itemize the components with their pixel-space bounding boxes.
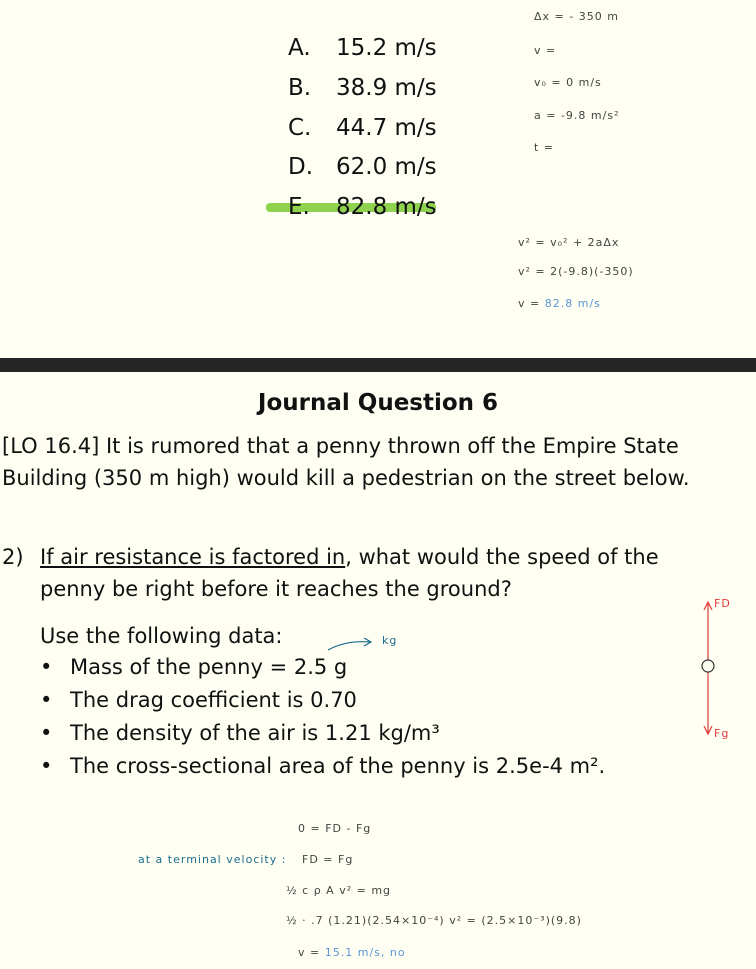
note-eq2: v² = 2(-9.8)(-350) [518, 265, 634, 278]
note-a: a = -9.8 m/s² [534, 109, 620, 122]
bullet-drag: • The drag coefficient is 0.70 [40, 688, 357, 712]
note-eq1: v² = v₀² + 2aΔx [518, 236, 620, 249]
work-line-4: ½ · .7 (1.21)(2.54×10⁻⁴) v² = (2.5×10⁻³)(9.8) [286, 914, 582, 927]
work-line-2: FD = Fg [302, 853, 354, 866]
note-v0: v₀ = 0 m/s [534, 76, 602, 89]
work-line-3: ½ c ρ A v² = mg [286, 884, 392, 897]
note-kg: kg [382, 634, 398, 647]
bullet-mass: • Mass of the penny = 2.5 g [40, 655, 348, 679]
work-line-5: v = 15.1 m/s, no [298, 946, 406, 959]
note-eq3: v = 82.8 m/s [518, 297, 601, 310]
label-fd: FD [714, 597, 731, 610]
note-v: v = [534, 44, 557, 57]
bullet-area: • The cross-sectional area of the penny is 2.5e-4 m². [40, 754, 606, 778]
work-line-1: 0 = FD - Fg [298, 822, 372, 835]
arrow-icon [326, 636, 376, 654]
data-header: Use the following data: [40, 624, 283, 648]
label-fg: Fg [714, 727, 730, 740]
slide-divider [0, 358, 756, 372]
choice-c: C. 44.7 m/s [288, 115, 437, 141]
choice-d: D. 62.0 m/s [288, 154, 437, 180]
journal-title: Journal Question 6 [257, 390, 499, 416]
choice-e: E. 82.8 m/s [288, 194, 437, 220]
choice-b: B. 38.9 m/s [288, 75, 437, 101]
question-text: If air resistance is factored in, what would the speed of the penny be right before it reaches the ground? [40, 545, 659, 601]
work-label-terminal: at a terminal velocity : [138, 853, 287, 866]
choice-a: A. 15.2 m/s [288, 35, 437, 61]
bullet-density: • The density of the air is 1.21 kg/m³ [40, 721, 440, 745]
journal-intro: [LO 16.4] It is rumored that a penny thrown off the Empire State Building (350 m high) would kill a pedestrian on the street below. [2, 434, 690, 490]
note-dx: Δx = - 350 m [534, 10, 619, 23]
free-body-diagram [694, 596, 734, 741]
question-number: 2) [2, 545, 24, 569]
note-t: t = [534, 141, 555, 154]
